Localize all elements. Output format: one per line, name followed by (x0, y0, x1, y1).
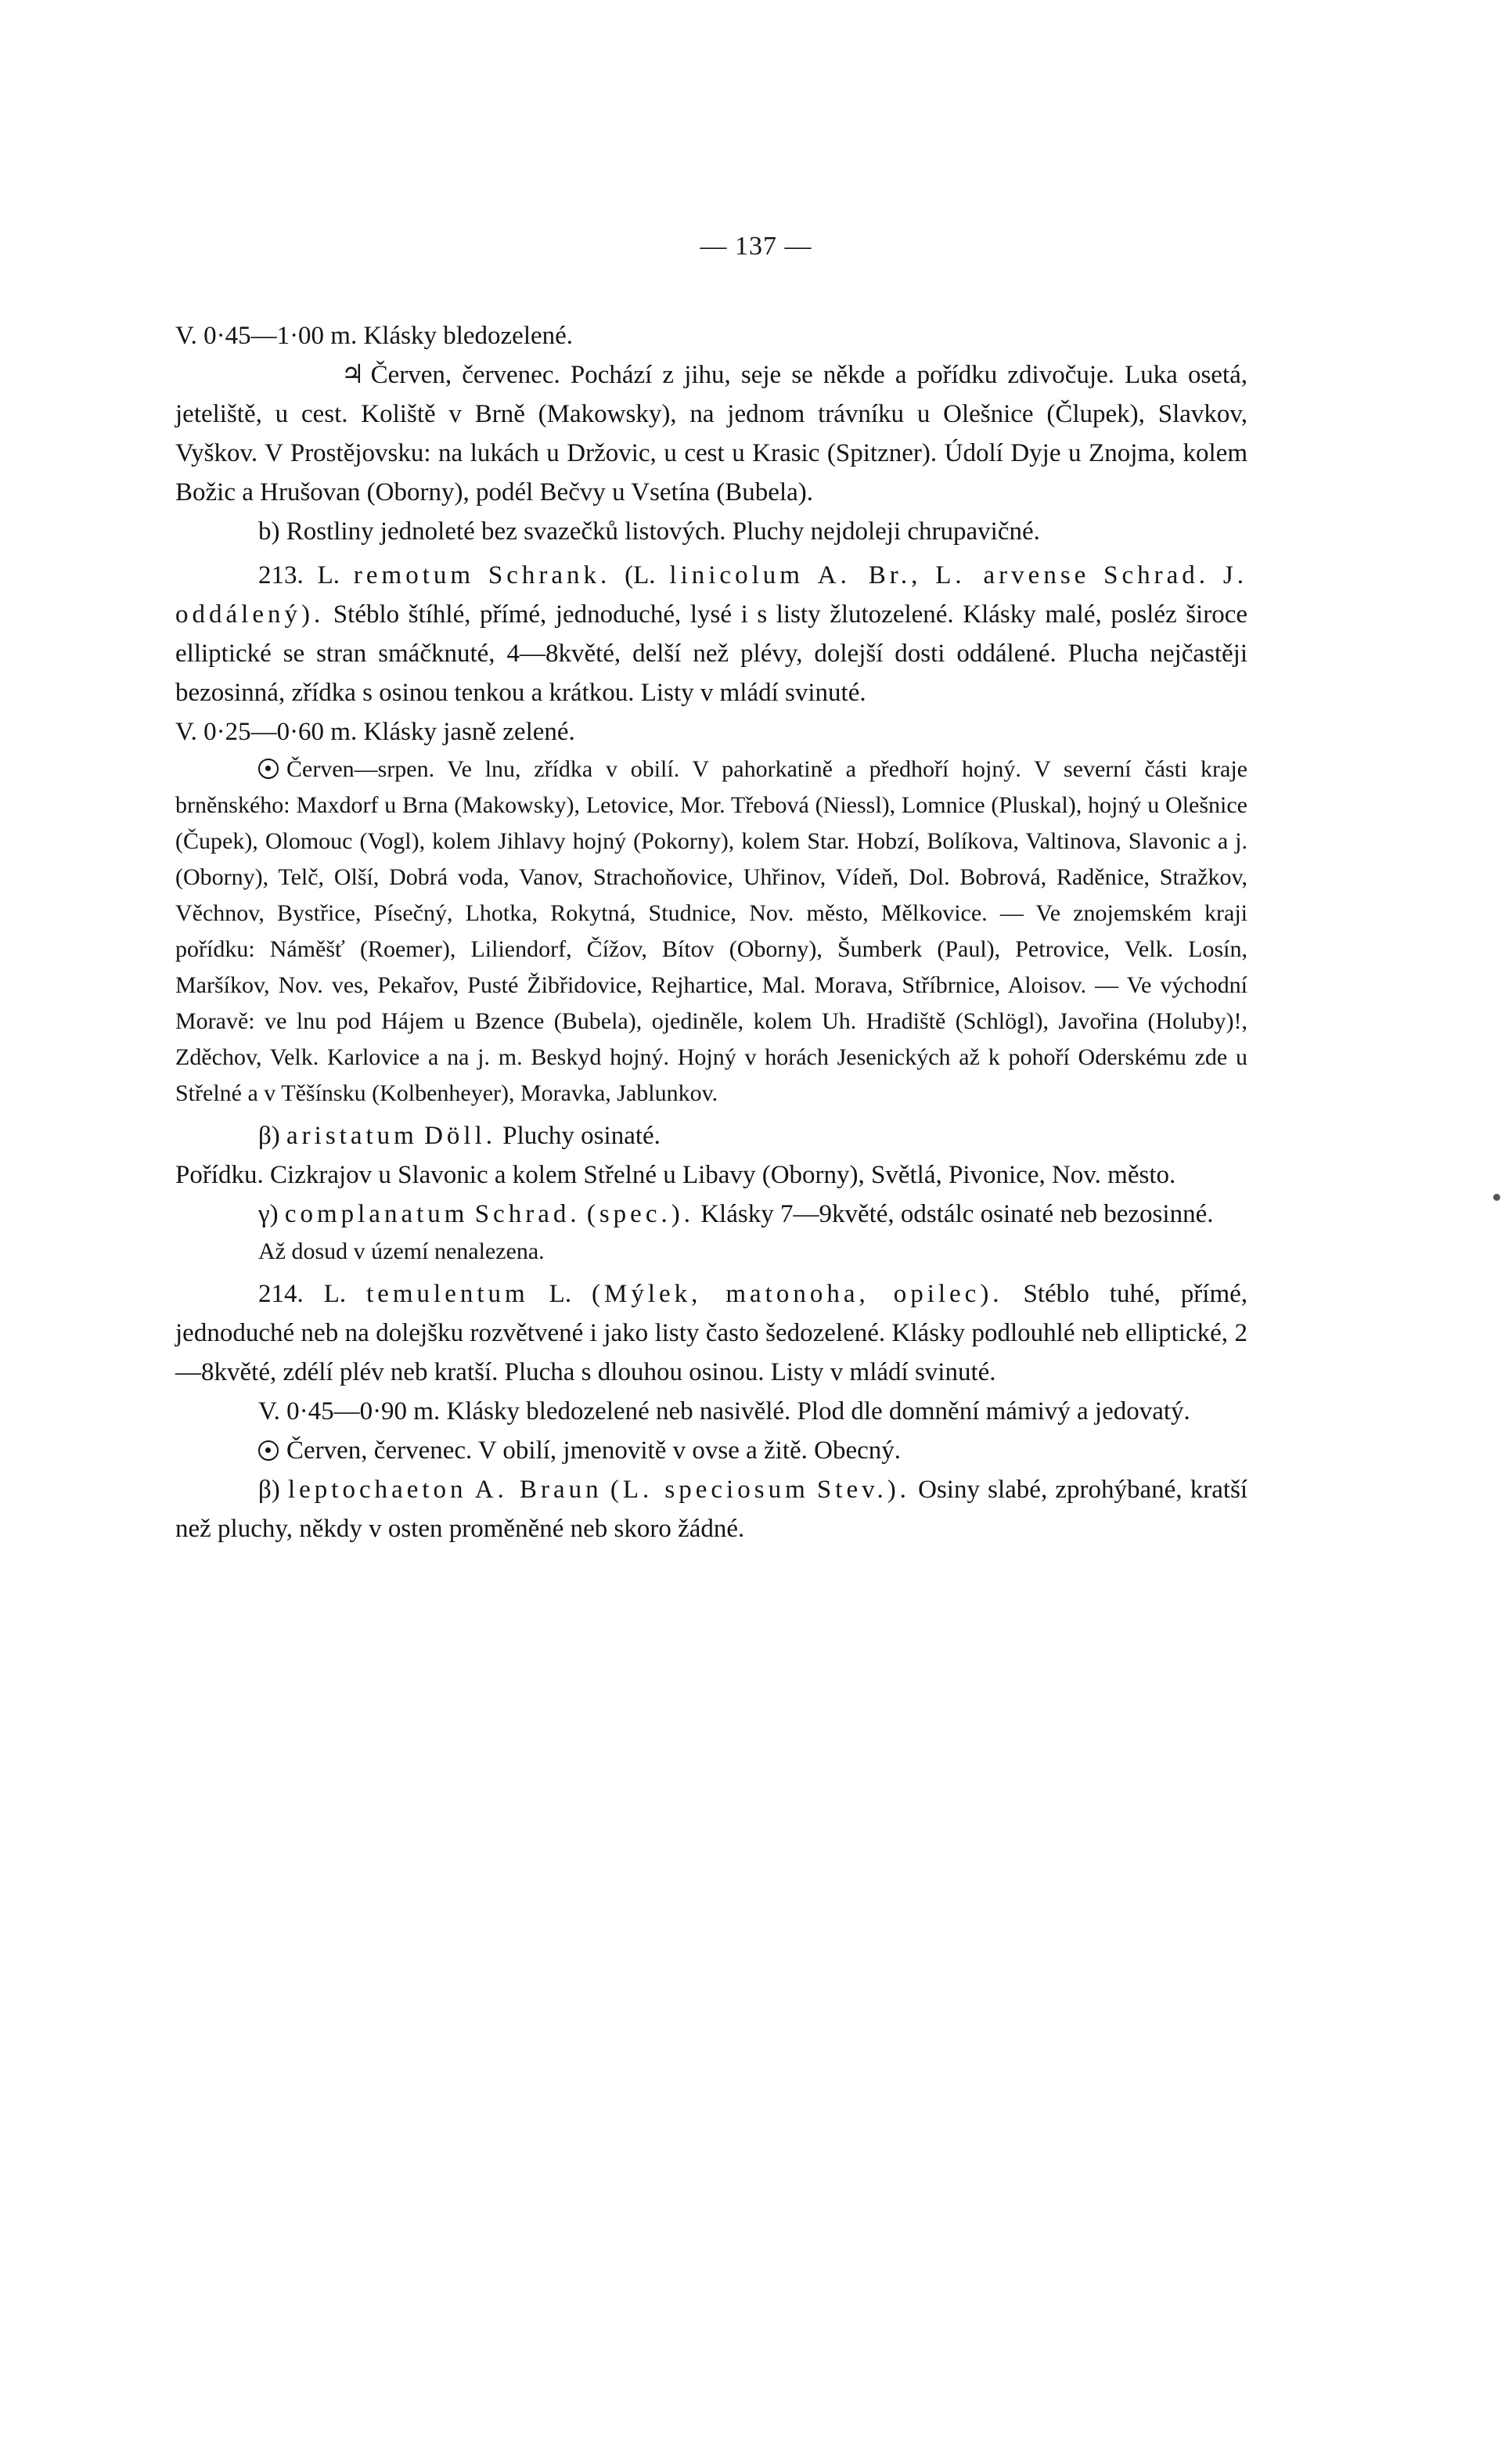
variety-complanatum-text: Klásky 7—9květé, odstálc osinaté neb bezosinné. (700, 1200, 1214, 1228)
variety-complanatum-name: complanatum (284, 1200, 469, 1228)
variety-aristatum-text: Pluchy osinaté. (502, 1122, 661, 1150)
species-213-name: remotum (353, 561, 475, 589)
paragraph-height-3: V. 0·45—0·90 m. Klásky bledozelené neb nasivělé. Plod dle domnění mámivý a jedovatý. (258, 1397, 1190, 1426)
species-214-entry (175, 1274, 1247, 1392)
variety-complanatum-author: Schrad. (474, 1200, 581, 1228)
species-213-syn2-author: Schrad. (1103, 561, 1210, 589)
variety-leptochaeton-text: Osiny slabé, zprohýbané, kratší než pluchy, někdy v osten proměněné neb skoro žádné. (175, 1476, 1248, 1543)
species-213-author: Schrank. (488, 561, 611, 589)
species-213-common-name: J. oddálený). (175, 561, 1248, 629)
variety-leptochaeton-entry (175, 1470, 1247, 1548)
species-214-name: temulentum (366, 1280, 529, 1308)
paragraph-distribution-3 (175, 1431, 1247, 1470)
paragraph-distribution-1-text: Červen, červenec. Pochází z jihu, seje se někde a pořídku zdivočuje. Luka osetá, jeteliště, u cest. Koliště v Brně (Makowsky), na jednom trávníku u Olešnice (Člupek), Slavkov, Vyškov. V Prostějovsku: na lukách u Držovic, u cest u Krasic (Spitzner). Údolí Dyje u Znojma, kolem Božic a Hrušovan (Oborny), podél Bečvy u Vsetína (Bubela). (175, 361, 1247, 506)
paragraph-distribution-1 (175, 355, 1247, 512)
species-213-syn-author: A. Br., (817, 561, 922, 589)
variety-leptochaeton-syn-author: Stev.). (816, 1476, 910, 1504)
scan-speck (1493, 1194, 1500, 1201)
species-213-syn2-name: L. arvense (935, 561, 1090, 589)
variety-aristatum-name: aristatum (286, 1122, 418, 1150)
paragraph-aristatum-distribution: Pořídku. Cizkrajov u Slavonic a kolem Střelné u Libavy (Oborny), Světlá, Pivonice, Nov. město. (175, 1161, 1176, 1189)
paragraph-key-b: b) Rostliny jednoleté bez svazečků listových. Pluchy nejdoleji chrupavičné. (258, 517, 1040, 546)
variety-complanatum-entry (175, 1195, 1247, 1234)
species-213-entry (175, 556, 1247, 712)
text-column (175, 316, 1247, 1548)
variety-leptochaeton-marker: β) (258, 1476, 280, 1504)
species-213-description: Stéblo štíhlé, přímé, jednoduché, lysé i s listy žlutozelené. Klásky malé, posléz široce elliptické se stran smáčknuté, 4—8květé, delší než plévy, dolejší dosti oddálené. Plucha nejčastěji bezosinná, zřídka s osinou tenkou a krátkou. Listy v mládí svinuté. (175, 600, 1248, 707)
paragraph-distribution-2-text: Červen—srpen. Ve lnu, zřídka v obilí. V pahorkatině a předhoří hojný. V severní části kraje brněnského: Maxdorf u Brna (Makowsky), Letovice, Mor. Třebová (Niessl), Lomnice (Pluskal), hojný u Olešnice (Čupek), Olomouc (Vogl), kolem Jihlavy hojný (Pokorny), kolem Star. Hobzí, Bolíkova, Valtinova, Slavonic a j. (Oborny), Telč, Olší, Dobrá voda, Vanov, Strachoňovice, Uhřinov, Vídeň, Dol. Bobrová, Raděnice, Stražkov, Věchnov, Bystřice, Písečný, Lhotka, Rokytná, Studnice, Nov. město, Mělkovice. — Ve znojemském kraji pořídku: Náměšť (Roemer), Liliendorf, Čížov, Bítov (Oborny), Šumberk (Paul), Petrovice, Velk. Losín, Maršíkov, Nov. ves, Pekařov, Pusté Žibřidovice, Rejhartice, Mal. Morava, Stříbrnice, Aloisov. — Ve východní Moravě: ve lnu pod Hájem u Bzence (Bubela), ojediněle, kolem Uh. Hradiště (Schlögl), Javořina (Holuby)!, Zděchov, Velk. Karlovice a na j. m. Beskyd hojný. Hojný v horách Jesenických až k pohoří Oderskému zde u Střelné a v Těšínsku (Kolbenheyer), Moravka, Jablunkov. (175, 756, 1247, 1106)
species-214-number: 214. L. (258, 1280, 347, 1308)
paragraph-distribution-3-text: Červen, červenec. V obilí, jmenovitě v ovse a žitě. Obecný. (286, 1436, 902, 1465)
variety-leptochaeton-syn-name: (L. speciosum (610, 1476, 809, 1504)
species-214-description: Stéblo tuhé, přímé, jednoduché neb na dolejšku rozvětvené i jako listy často šedozelené. Klásky podlouhlé neb elliptické, 2—8květé, zdélí plév neb kratší. Plucha s dlouhou osinou. Listy v mládí svinuté. (175, 1280, 1248, 1386)
paragraph-not-found: Až dosud v území nenalezena. (258, 1238, 545, 1264)
variety-complanatum-marker: γ) (258, 1200, 279, 1228)
annual-symbol-icon (258, 759, 279, 779)
species-213-syn-name: linicolum (669, 561, 804, 589)
species-213-number: 213. L. (258, 561, 340, 589)
variety-leptochaeton-author: A. Braun (474, 1476, 603, 1504)
paragraph-height-1: V. 0·45—1·00 m. Klásky bledozelené. (175, 322, 574, 350)
variety-complanatum-note: (spec.). (586, 1200, 694, 1228)
variety-aristatum-marker: β) (258, 1122, 280, 1150)
species-214-common-name: (Mýlek, matonoha, opilec). (592, 1280, 1003, 1308)
variety-aristatum-author: Döll. (424, 1122, 497, 1150)
variety-aristatum-entry (175, 1116, 1247, 1155)
paragraph-height-2: V. 0·25—0·60 m. Klásky jasně zelené. (175, 718, 575, 746)
species-214-author: L. (549, 1280, 572, 1308)
perennial-symbol-icon: ♃ (341, 361, 365, 389)
annual-symbol-icon (258, 1440, 279, 1461)
paragraph-distribution-2 (175, 752, 1247, 1112)
variety-leptochaeton-name: leptochaeton (287, 1476, 467, 1504)
page-number: — 137 — (700, 232, 812, 261)
species-213-syn-open: (L. (625, 561, 656, 589)
